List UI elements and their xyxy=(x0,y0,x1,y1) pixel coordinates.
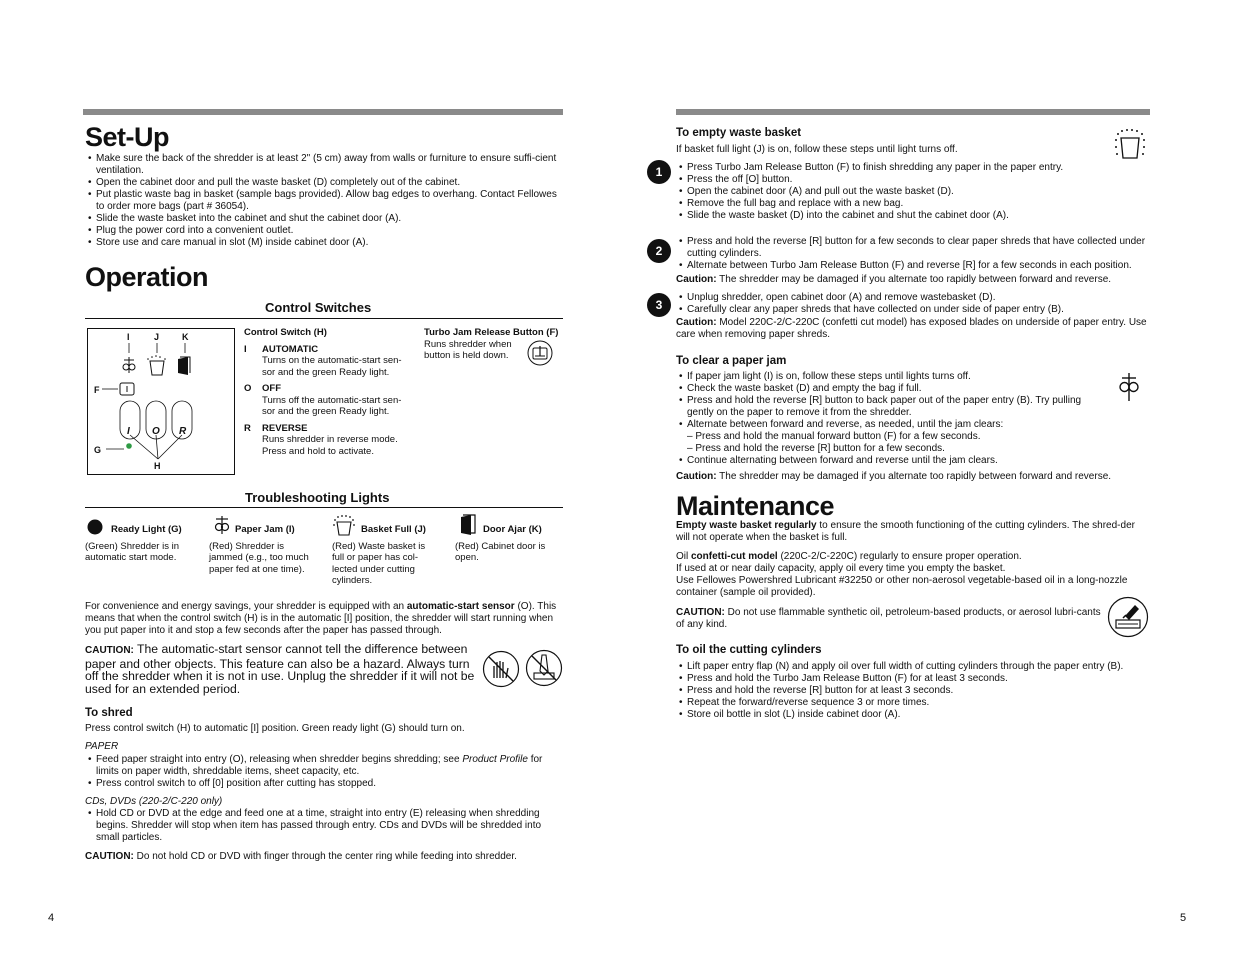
top-rule-left xyxy=(83,109,563,115)
control-switch-descriptions xyxy=(244,327,414,457)
door-ajar-item xyxy=(455,524,565,564)
cd-caution xyxy=(85,851,563,863)
empty-basket-intro: If basket full light (J) is on, follow these steps until light turns off. xyxy=(676,144,958,155)
list-item: – Press and hold the reverse [R] button for a few seconds. xyxy=(687,443,945,454)
off-letter: O xyxy=(244,383,252,394)
step-3-caution xyxy=(676,317,1150,341)
list-item: • Slide the waste basket into the cabinet and shut the cabinet door (A). xyxy=(85,213,563,225)
step-2-caution xyxy=(676,274,1150,286)
troubleshooting-rule xyxy=(85,507,563,508)
caution-label: CAUTION: xyxy=(85,645,134,656)
basket-full-title: Basket Full (J) xyxy=(361,524,426,535)
switch-off-button: O xyxy=(152,426,160,437)
paper-jam-caution xyxy=(676,471,1150,483)
oil-warning-icon xyxy=(1107,596,1149,638)
paper-jam-icon xyxy=(123,357,135,373)
list-item: • Plug the power cord into a convenient outlet. xyxy=(85,225,563,237)
off-title: OFF xyxy=(262,383,281,394)
paper-item1-post: for limits on paper width, shreddable items, sheet capacity, etc. xyxy=(96,754,543,777)
troubleshooting-title: Troubleshooting Lights xyxy=(245,490,390,505)
maintenance-title: Maintenance xyxy=(676,491,835,521)
list-item: • Alternate between Turbo Jam Release Button (F) and reverse [R] for a few seconds in each position. xyxy=(676,260,1150,272)
auto-text: Turns on the automatic-start sen-sor and the green Ready light. xyxy=(262,355,402,378)
list-item: • Make sure the back of the shredder is at least 2" (5 cm) away from walls or furniture to ensure suffi-cient ventilation. xyxy=(85,153,563,177)
list-item: • Press and hold the reverse [R] button for at least 3 seconds. xyxy=(676,685,1150,697)
maintenance-p2-line3: Use Fellowes Powershred Lubricant #32250 or other non-aerosol vegetable-based oil in a long-nozzle container (sample oil provided). xyxy=(676,575,1128,598)
list-item: • Press and hold the reverse [R] button to back paper out of the paper entry (B). Try pulling gently on the paper to remove it from the shredder. xyxy=(676,395,1096,419)
sensor-pre: For convenience and energy savings, your shredder is equipped with an xyxy=(85,601,407,612)
list-item: • Press control switch to off [0] position after cutting has stopped. xyxy=(85,778,555,790)
caution-text: The automatic-start sensor cannot tell the difference between paper and other objects. This feature can also be a hazard. Always turn off the shredder when it is not in use. Unplug the shredder if it will not be used for an extended period. xyxy=(85,642,475,696)
label-g: G xyxy=(94,445,102,455)
cd-caution-label: CAUTION: xyxy=(85,851,134,862)
auto-title: AUTOMATIC xyxy=(262,343,319,355)
step-1-badge: 1 xyxy=(647,160,671,184)
list-item: • Continue alternating between forward and reverse until the jam clears. xyxy=(676,455,1096,467)
top-rule-right xyxy=(676,109,1150,115)
empty-basket-title: To empty waste basket xyxy=(676,127,802,139)
paper-item1-pre: Feed paper straight into entry (O), releasing when shredder begins shredding; see xyxy=(96,754,463,765)
paper-item1-italic: Product Profile xyxy=(462,754,528,765)
list-item: • Check the waste basket (D) and empty the bag if full. xyxy=(676,383,1096,395)
paper-jam-title: To clear a paper jam xyxy=(676,355,787,367)
paper-jam-icon xyxy=(1118,372,1140,402)
cd-label: CDs, DVDs (220-2/C-220 only) xyxy=(85,796,223,807)
paper-jam-list xyxy=(676,371,1096,467)
ready-light-text: (Green) Shredder is in automatic start mode. xyxy=(85,540,179,563)
paper-jam-title: Paper Jam (I) xyxy=(235,524,295,535)
label-k: K xyxy=(182,332,189,342)
basket-full-item xyxy=(332,524,442,587)
paper-jam-caution-text: The shredder may be damaged if you alternate too rapidly between forward and reverse. xyxy=(716,471,1112,482)
left-column xyxy=(85,122,563,249)
paper-jam-caution-label: Caution: xyxy=(676,471,717,482)
oil-list xyxy=(676,661,1150,721)
list-item: • Store oil bottle in slot (L) inside cabinet door (A). xyxy=(676,709,1150,721)
sensor-post: (O). This means that when the control switch (H) is in the automatic [I] position, the shredder will start running when you put paper into it and stop a few seconds after the paper has passed through. xyxy=(85,601,557,636)
control-panel-diagram xyxy=(87,328,235,475)
list-item: • Store use and care manual in slot (M) inside cabinet door (A). xyxy=(85,237,563,249)
control-switch-heading: Control Switch (H) xyxy=(244,327,327,338)
label-j: J xyxy=(154,332,160,342)
sensor-bold: automatic-start sensor xyxy=(406,601,515,612)
basket-full-icon xyxy=(1113,128,1147,160)
turbo-text: Runs shredder when button is held down. xyxy=(424,338,512,361)
maintenance-caution-text: Do not use flammable synthetic oil, petroleum-based products, or aerosol lubri-cants of any kind. xyxy=(676,607,1101,630)
list-item: • Alternate between forward and reverse, as needed, until the jam clears: xyxy=(676,419,1096,431)
list-item: • Press and hold the reverse [R] button for a few seconds to clear paper shreds that have collected under cutting cylinders. xyxy=(676,236,1150,260)
list-item: • Lift paper entry flap (N) and apply oil over full width of cutting cylinders through the paper entry (B). xyxy=(676,661,1150,673)
step-3-caution-text: Model 220C-2/C-220C (confetti cut model) has exposed blades on underside of paper entry. Use care when removing paper shreds. xyxy=(676,317,1147,340)
list-item: • Put plastic waste bag in basket (sample bags provided). Allow bag edges to overhang. Contact Fellowes to order more bags (part # 36054). xyxy=(85,189,563,213)
door-ajar-icon xyxy=(178,357,190,375)
label-h: H xyxy=(154,461,161,471)
step-3-caution-label: Caution: xyxy=(676,317,717,328)
operation-title: Operation xyxy=(85,262,209,292)
maintenance-p2-post: (220C-2/C-220C) regularly to ensure proper operation. xyxy=(777,551,1022,562)
maintenance-p1-text: to ensure the smooth functioning of the cutting cylinders. The shred-der will not operate when the basket is full. xyxy=(676,520,1135,543)
cd-caution-text: Do not hold CD or DVD with finger through the center ring while feeding into shredder. xyxy=(133,851,517,862)
door-ajar-title: Door Ajar (K) xyxy=(483,524,542,535)
list-item: • Press and hold the Turbo Jam Release Button (F) for at least 3 seconds. xyxy=(676,673,1150,685)
list-item: • Unplug shredder, open cabinet door (A) and remove wastebasket (D). xyxy=(676,292,1150,304)
list-item xyxy=(85,754,555,778)
maintenance-caution-label: CAUTION: xyxy=(676,607,725,618)
switch-reverse-button: R xyxy=(179,426,187,437)
turbo-heading: Turbo Jam Release Button (F) xyxy=(424,327,559,338)
list-item: • Open the cabinet door (A) and pull out the waste basket (D). xyxy=(676,186,1150,198)
maintenance-p2-pre: Oil xyxy=(676,551,691,562)
maintenance-p2-bold: confetti-cut model xyxy=(691,551,778,562)
maintenance-p2-line1 xyxy=(676,551,1150,563)
maintenance-p2-line2: If used at or near daily capacity, apply oil every time you empty the basket. xyxy=(676,563,1006,574)
paper-label: PAPER xyxy=(85,741,119,752)
rev-title: REVERSE xyxy=(262,422,308,434)
ready-light-title: Ready Light (G) xyxy=(111,524,182,535)
step-3-list xyxy=(676,292,1150,316)
list-item: • Slide the waste basket (D) into the cabinet and shut the cabinet door (A). xyxy=(676,210,1150,222)
rev-text: Runs shredder in reverse mode. Press and hold to activate. xyxy=(262,434,398,457)
step-1-list xyxy=(676,162,1150,222)
control-switches-rule xyxy=(85,318,563,319)
caution-sensor xyxy=(85,643,477,695)
label-i: I xyxy=(127,332,130,342)
list-item: • If paper jam light (I) is on, follow these steps until lights turns off. xyxy=(676,371,1096,383)
step-2-badge: 2 xyxy=(647,239,671,263)
off-text: Turns off the automatic-start sen-sor and the green Ready light. xyxy=(262,394,402,417)
paper-list xyxy=(85,754,555,790)
label-f: F xyxy=(94,385,100,395)
page-number-left: 4 xyxy=(48,912,55,924)
list-item: • Hold CD or DVD at the edge and feed one at a time, straight into entry (E) releasing when shredding begins. Shredder will stop when item has passed through entry. CDs and DVDs will be shredded into small particles. xyxy=(85,808,555,844)
maintenance-p2 xyxy=(676,551,1150,599)
list-item: • Press Turbo Jam Release Button (F) to finish shredding any paper in the paper entry. xyxy=(676,162,1150,174)
step-2-list xyxy=(676,236,1150,272)
no-hands-warning-icon xyxy=(482,650,520,688)
control-switches-title: Control Switches xyxy=(265,300,372,315)
switch-automatic-button: I xyxy=(127,426,130,437)
list-item: • Carefully clear any paper shreds that have collected on under side of paper entry (B). xyxy=(676,304,1150,316)
setup-list xyxy=(85,153,563,249)
list-item: • Remove the full bag and replace with a new bag. xyxy=(676,198,1150,210)
list-item: • Press the off [O] button. xyxy=(676,174,1150,186)
to-shred-text: Press control switch (H) to automatic [I] position. Green ready light (G) should turn on. xyxy=(85,723,465,734)
cd-list xyxy=(85,808,555,844)
step-2-caution-text: The shredder may be damaged if you alternate too rapidly between forward and reverse. xyxy=(716,274,1112,285)
ready-light-item xyxy=(85,524,195,564)
maintenance-p1 xyxy=(676,520,1150,544)
step-3-badge: 3 xyxy=(647,293,671,317)
control-panel-drawing xyxy=(88,329,234,474)
maintenance-p1-bold: Empty waste basket regularly xyxy=(676,520,817,531)
no-tie-warning-icon xyxy=(525,649,563,687)
door-ajar-text: (Red) Cabinet door is open. xyxy=(455,540,546,563)
rev-letter: R xyxy=(244,422,251,434)
list-item: – Press and hold the manual forward button (F) for a few seconds. xyxy=(687,431,981,442)
maintenance-caution xyxy=(676,607,1101,631)
to-shred-title: To shred xyxy=(85,707,133,719)
paper-jam-text: (Red) Shredder is jammed (e.g., too much paper fed at one time). xyxy=(209,540,309,575)
setup-title: Set-Up xyxy=(85,122,169,152)
sensor-paragraph xyxy=(85,601,560,637)
oil-title: To oil the cutting cylinders xyxy=(676,644,822,656)
basket-full-text: (Red) Waste basket is full or paper has col-lected under cutting cylinders. xyxy=(332,540,426,586)
page-number-right: 5 xyxy=(1180,912,1187,924)
list-item: • Open the cabinet door and pull the waste basket (D) completely out of the cabinet. xyxy=(85,177,563,189)
auto-letter: I xyxy=(244,343,247,355)
basket-full-icon xyxy=(147,355,166,375)
list-item: • Repeat the forward/reverse sequence 3 or more times. xyxy=(676,697,1150,709)
paper-jam-item xyxy=(209,524,319,575)
step-2-caution-label: Caution: xyxy=(676,274,717,285)
turbo-jam-icon xyxy=(527,340,553,366)
